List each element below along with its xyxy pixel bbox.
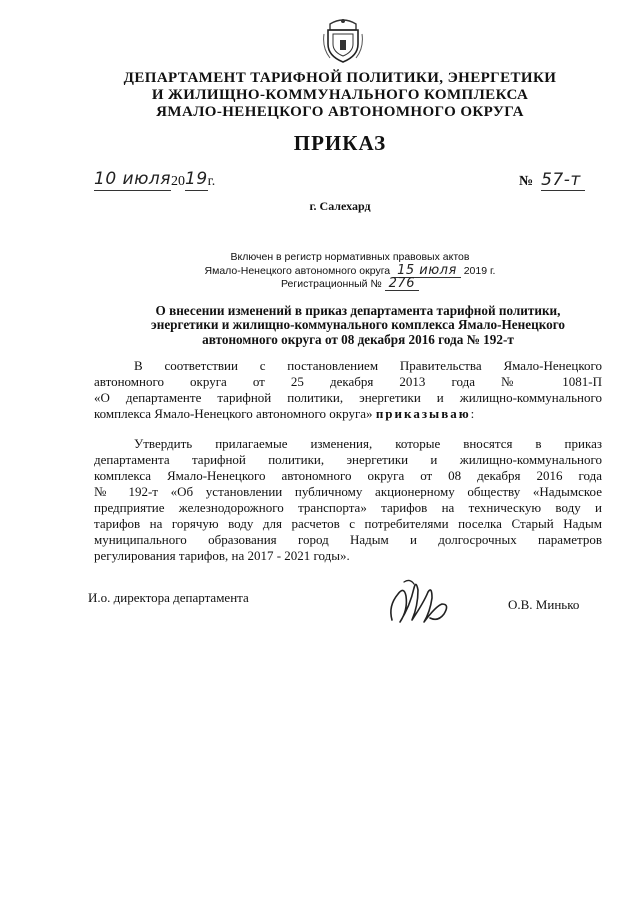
signatory-title: И.о. директора департамента bbox=[88, 590, 249, 605]
handwritten-date: 10 июля bbox=[94, 169, 171, 189]
body-p1-line-1: В соответствии с постановлением Правительства Ямало-Ненецкого bbox=[134, 358, 602, 373]
order-date bbox=[94, 170, 215, 191]
year-suffix: г. bbox=[207, 174, 216, 189]
body-p2-line-7: муниципального образования город Надым и долгосрочных параметров bbox=[94, 532, 602, 547]
order-word: приказываю bbox=[375, 406, 471, 421]
registry-number-label: Регистрационный № bbox=[281, 278, 382, 290]
body-p2-line-3: комплекса Ямало-Ненецкого автономного округа от 08 декабря 2016 года bbox=[94, 468, 602, 483]
registry-year: 2019 г. bbox=[463, 265, 496, 277]
registry-line-2 bbox=[180, 264, 520, 278]
body-p1-line-4 bbox=[94, 407, 602, 420]
order-title-line-1: О внесении изменений в приказ департамента тарифной политики, bbox=[155, 303, 561, 318]
department-name-line-2: И ЖИЛИЩНО-КОММУНАЛЬНОГО КОМПЛЕКСА bbox=[151, 87, 529, 103]
order-title-line-3: автономного округа от 08 декабря 2016 года № 192-т bbox=[202, 332, 514, 347]
department-name-line-1: ДЕПАРТАМЕНТ ТАРИФНОЙ ПОЛИТИКИ, ЭНЕРГЕТИКИ bbox=[123, 70, 557, 86]
body-p2-line-5: предприятие железнодорожного транспорта» тарифов на техническую воду и bbox=[94, 500, 602, 515]
coat-of-arms-icon bbox=[322, 14, 364, 64]
registry-handwritten-date: 15 июля bbox=[393, 264, 461, 278]
document-type-heading: ПРИКАЗ bbox=[293, 131, 387, 155]
handwritten-signature-icon bbox=[384, 576, 456, 630]
registry-region: Ямало-Ненецкого автономного округа bbox=[204, 265, 391, 277]
city: г. Салехард bbox=[309, 199, 371, 213]
signatory-name: О.В. Минько bbox=[508, 597, 580, 612]
body-p2-line-8: регулирования тарифов, на 2017 - 2021 годы». bbox=[94, 548, 350, 563]
year-prefix: 20 bbox=[171, 174, 185, 189]
body-p2-line-4: № 192-т «Об установлении публичному акционерному обществу «Надымское bbox=[94, 484, 602, 499]
registry-handwritten-number: 276 bbox=[385, 277, 419, 291]
order-title-line-2: энергетики и жилищно-коммунального комплекса Ямало-Ненецкого bbox=[151, 317, 565, 332]
number-label: № bbox=[519, 174, 534, 189]
body-p1-colon: : bbox=[470, 406, 475, 421]
order-number bbox=[519, 170, 585, 191]
body-p1-line-3: «О департаменте тарифной политики, энергетики и жилищно-коммунального bbox=[94, 390, 602, 405]
body-p2-line-1: Утвердить прилагаемые изменения, которые вносятся в приказ bbox=[134, 436, 602, 451]
department-name-line-3: ЯМАЛО-НЕНЕЦКОГО АВТОНОМНОГО ОКРУГА bbox=[156, 104, 524, 120]
handwritten-year: 19 bbox=[185, 169, 208, 189]
registry-line-1: Включен в регистр нормативных правовых актов bbox=[230, 251, 470, 263]
body-p1-line-2: автономного округа от 25 декабря 2013 года № 1081-П bbox=[94, 374, 602, 389]
body-p2-line-6: тарифов на горячую воду для расчетов с потребителями поселка Старый Надым bbox=[94, 516, 602, 531]
body-p2-line-2: департамента тарифной политики, энергетики и жилищно-коммунального bbox=[94, 452, 602, 467]
body-p1-last-text: комплекса Ямало-Ненецкого автономного округа» bbox=[94, 406, 373, 421]
handwritten-number: 57-т bbox=[541, 170, 585, 191]
registry-line-3 bbox=[180, 277, 520, 291]
